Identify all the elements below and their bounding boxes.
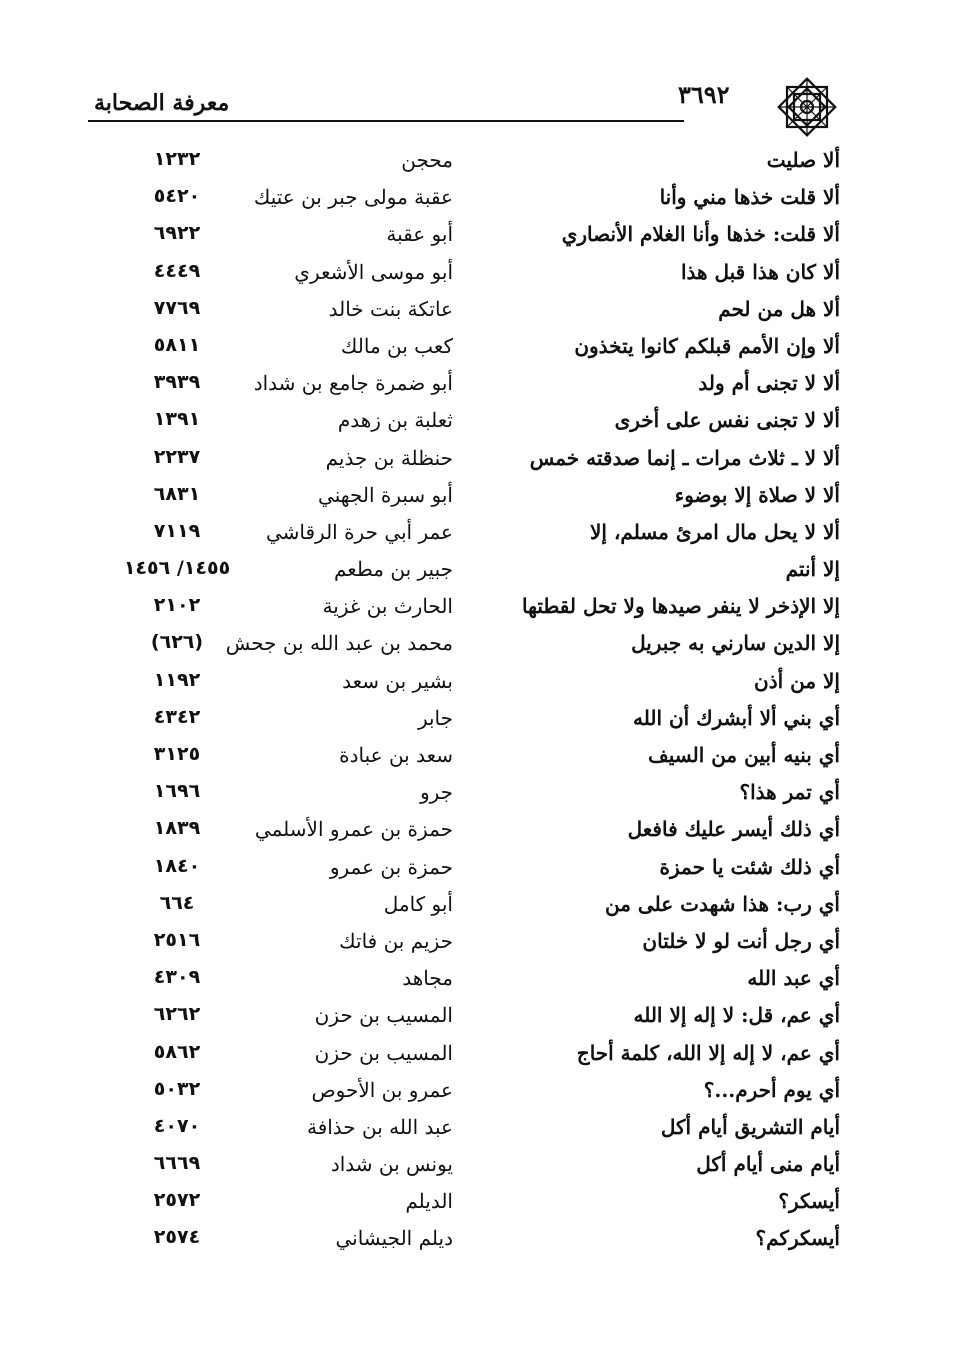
reference-number: ٦٨٣١ [153, 482, 201, 505]
index-row [88, 1224, 840, 1261]
narrator-name: يونس بن شداد [330, 1152, 453, 1177]
narrator-name: حمزة بن عمرو الأسلمي [254, 817, 453, 842]
reference-number: ٤٠٧٠ [153, 1114, 201, 1137]
narrator-name: كعب بن مالك [340, 333, 453, 358]
narrator-name: حنظلة بن جذيم [325, 445, 453, 470]
index-row [88, 741, 840, 778]
narrator-name: ثعلبة بن زهدم [337, 408, 453, 433]
page-number: ٣٦٩٢ [678, 80, 730, 109]
reference-number: ٦٢٦٢ [153, 1003, 201, 1026]
reference-number: ١١٩٢ [153, 668, 201, 691]
octagonal-star-ornament-icon [774, 74, 840, 140]
reference-number: ٧١١٩ [153, 519, 201, 542]
hadith-phrase: أيام منى أيام أكل [696, 1152, 840, 1177]
hadith-phrase: ألا لا يحل مال امرئ مسلم، إلا [590, 519, 840, 544]
hadith-phrase: أي ذلك أيسر عليك فافعل [627, 817, 840, 842]
narrator-name: أبو كامل [383, 891, 453, 916]
index-row [88, 1187, 840, 1224]
narrator-name: أبو عقبة [386, 222, 453, 247]
reference-number: ١٣٩١ [153, 408, 201, 431]
hadith-phrase: أي بنيه أبين من السيف [648, 743, 840, 767]
narrator-name: سعد بن عبادة [339, 743, 453, 767]
hadith-phrase: أي رجل أنت لو لا خلتان [642, 928, 840, 953]
reference-number: ٢١٠٢ [153, 594, 201, 617]
index-row [88, 1039, 840, 1076]
narrator-name: المسيب بن حزن [314, 1040, 453, 1065]
reference-number: ٣٩٣٩ [153, 371, 201, 394]
index-row [88, 220, 840, 257]
page-header [88, 78, 840, 118]
reference-number: ٦٦٦٩ [153, 1152, 201, 1175]
index-row [88, 704, 840, 741]
index-row [88, 964, 840, 1001]
hadith-phrase: إلا من أذن [754, 668, 840, 693]
narrator-name: أبو سبرة الجهني [318, 482, 453, 507]
narrator-name: حزيم بن فاتك [339, 928, 453, 953]
index-row [88, 555, 840, 592]
index-row [88, 146, 840, 183]
narrator-name: أبو موسى الأشعري [294, 259, 453, 284]
hadith-phrase: أي عم، لا إله إلا الله، كلمة أحاج [576, 1040, 840, 1065]
reference-number: ٢٥١٦ [153, 928, 201, 951]
narrator-name: ديلم الجيشاني [335, 1226, 453, 1251]
hadith-phrase: أي عم، قل: لا إله إلا الله [633, 1003, 840, 1028]
narrator-name: المسيب بن حزن [314, 1003, 453, 1028]
index-row [88, 1150, 840, 1187]
narrator-name: حمزة بن عمرو [329, 854, 453, 879]
hadith-phrase: ألا هل من لحم [718, 296, 840, 321]
index-row [88, 481, 840, 518]
reference-number: ١٦٩٦ [153, 780, 201, 803]
hadith-phrase: أيسكر؟ [778, 1189, 840, 1214]
index-row [88, 406, 840, 443]
hadith-phrase: ألا كان هذا قبل هذا [680, 259, 840, 284]
reference-number: ٥٨١١ [153, 333, 201, 356]
narrator-name: أبو ضمرة جامع بن شداد [253, 371, 453, 396]
hadith-phrase: أي رب: هذا شهدت على من [605, 891, 840, 916]
index-row [88, 183, 840, 220]
reference-number: ٧٧٦٩ [153, 296, 201, 319]
narrator-name: جابر [417, 705, 453, 730]
index-row [88, 1001, 840, 1038]
reference-number: ٤٣٤٢ [153, 705, 201, 728]
hadith-phrase: إلا الإذخر لا ينفر صيدها ولا تحل لقطتها [522, 594, 840, 619]
narrator-name: محمد بن عبد الله بن جحش [225, 631, 453, 656]
narrator-name: عبد الله بن حذافة [306, 1114, 453, 1139]
index-row [88, 592, 840, 629]
narrator-name: جرو [419, 780, 453, 805]
index-row [88, 1113, 840, 1150]
hadith-phrase: ألا قلت: خذها وأنا الغلام الأنصاري [561, 222, 840, 247]
hadith-phrase: أي يوم أحرم...؟ [703, 1077, 840, 1102]
narrator-name: عاتكة بنت خالد [328, 296, 453, 321]
index-row [88, 667, 840, 704]
reference-number: ٦٦٤ [159, 891, 195, 914]
reference-number: ٥٠٣٢ [153, 1077, 201, 1100]
reference-number: ٦٩٢٢ [153, 222, 201, 245]
index-row [88, 258, 840, 295]
index-row [88, 295, 840, 332]
index-row [88, 1076, 840, 1113]
reference-number: ١٢٣٢ [153, 148, 201, 170]
narrator-name: محجن [401, 148, 453, 172]
header-rule [88, 120, 684, 122]
narrator-name: الديلم [405, 1189, 453, 1214]
hadith-phrase: ألا قلت خذها مني وأنا [659, 185, 840, 210]
reference-number: ١٤٥٥/ ١٤٥٦ [123, 557, 231, 580]
hadith-phrase: ألا لا تجنى نفس على أخرى [614, 408, 840, 433]
narrator-name: جبير بن مطعم [333, 557, 453, 582]
hadith-phrase: أيام التشريق أيام أكل [660, 1114, 840, 1139]
hadith-phrase: أي تمر هذا؟ [739, 780, 840, 805]
index-row [88, 518, 840, 555]
hadith-phrase: أي بني ألا أبشرك أن الله [633, 705, 840, 730]
index-row [88, 332, 840, 369]
reference-number: ٥٤٢٠ [153, 185, 201, 208]
narrator-name: عمرو بن الأحوص [311, 1077, 453, 1102]
index-list [88, 146, 840, 1262]
narrator-name: عمر أبي حرة الرقاشي [265, 519, 453, 544]
hadith-phrase: ألا لا ـ ثلاث مرات ـ إنما صدقته خمس [529, 445, 840, 470]
index-row [88, 778, 840, 815]
reference-number: ٣١٢٥ [153, 743, 201, 765]
hadith-phrase: ألا صليت [766, 148, 840, 172]
reference-number: ١٨٣٩ [153, 817, 201, 840]
narrator-name: الحارث بن غزية [322, 594, 453, 619]
index-row [88, 853, 840, 890]
index-row [88, 890, 840, 927]
hadith-phrase: ألا وإن الأمم قبلكم كانوا يتخذون [574, 333, 840, 358]
hadith-phrase: إلا أنتم [785, 557, 840, 582]
reference-number: ٥٨٦٢ [153, 1040, 201, 1063]
index-row [88, 369, 840, 406]
reference-number: ٢٢٣٧ [153, 445, 201, 468]
book-title: معرفة الصحابة [94, 90, 230, 116]
narrator-name: مجاهد [402, 966, 453, 991]
narrator-name: بشير بن سعد [342, 668, 453, 693]
index-row [88, 444, 840, 481]
index-row [88, 815, 840, 852]
hadith-phrase: ألا لا صلاة إلا بوضوء [674, 482, 840, 507]
reference-number: ٤٣٠٩ [153, 966, 201, 989]
hadith-phrase: أي ذلك شئت يا حمزة [659, 854, 840, 879]
reference-number: ١٨٤٠ [153, 854, 201, 877]
index-row [88, 629, 840, 666]
index-row [88, 927, 840, 964]
reference-number: ٢٥٧٢ [153, 1189, 201, 1212]
hadith-phrase: إلا الدين سارني به جبريل [631, 631, 840, 656]
reference-number: ٢٥٧٤ [153, 1226, 201, 1249]
narrator-name: عقبة مولى جبر بن عتيك [253, 185, 453, 210]
hadith-phrase: أيسكركم؟ [755, 1226, 840, 1251]
reference-number: (٦٢٦) [150, 631, 204, 654]
reference-number: ٤٤٤٩ [153, 259, 201, 282]
hadith-phrase: أي عبد الله [747, 966, 840, 991]
hadith-phrase: ألا لا تجنى أم ولد [698, 371, 840, 396]
